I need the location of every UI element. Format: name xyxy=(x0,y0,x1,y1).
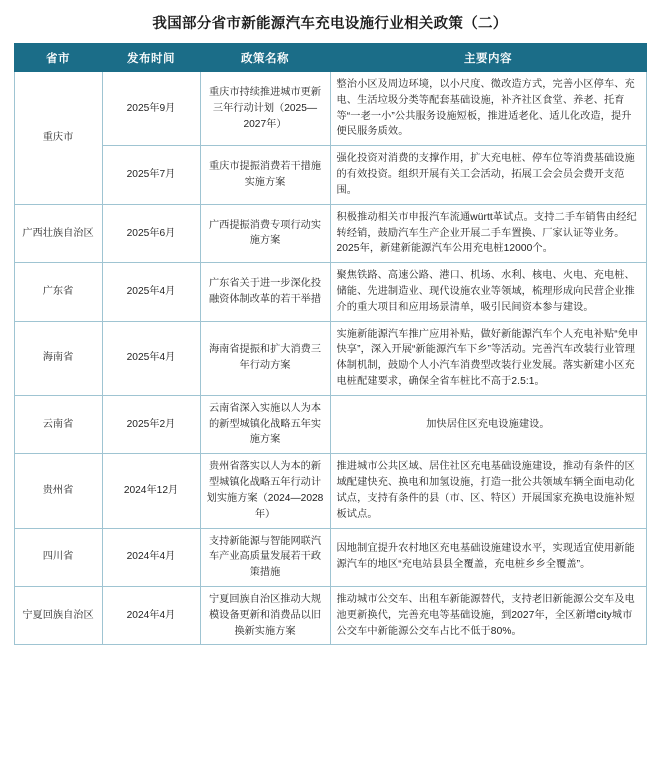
cell-province: 海南省 xyxy=(14,321,102,395)
column-header-main-content: 主要内容 xyxy=(330,44,646,72)
cell-policy-name: 重庆市提振消费若干措施实施方案 xyxy=(200,146,330,204)
table-row xyxy=(14,321,646,395)
table-header-row xyxy=(14,44,646,72)
cell-policy-name: 广东省关于进一步深化投融资体制改革的若干举措 xyxy=(200,263,330,321)
cell-date: 2024年4月 xyxy=(102,586,200,644)
cell-policy-name: 支持新能源与智能网联汽车产业高质量发展若干政策措施 xyxy=(200,528,330,586)
table-row xyxy=(14,204,646,262)
table-row xyxy=(14,586,646,644)
cell-date: 2025年4月 xyxy=(102,263,200,321)
cell-policy-name: 贵州省落实以人为本的新型城镇化战略五年行动计划实施方案（2024—2028年） xyxy=(200,454,330,528)
table-row xyxy=(14,395,646,453)
cell-policy-name: 重庆市持续推进城市更新三年行动计划（2025—2027年） xyxy=(200,72,330,146)
cell-content: 加快居住区充电设施建设。 xyxy=(330,395,646,453)
cell-date: 2025年7月 xyxy=(102,146,200,204)
cell-content: 推进城市公共区域、居住社区充电基础设施建设，推动有条件的区域配建快充、换电和加氢设施，打造一批公共领域车辆全面电动化试点，支持有条件的县（市、区、特区）开展国家充换电设施补短板试点。 xyxy=(330,454,646,528)
cell-content: 聚焦铁路、高速公路、港口、机场、水利、核电、火电、充电桩、储能、先进制造业、现代设施农业等领域，梳理形成向民营企业推介的重大项目和应用场景清单，吸引民间资本参与建设。 xyxy=(330,263,646,321)
cell-content: 推动城市公交车、出租车新能源替代，支持老旧新能源公交车及电池更新换代，完善充电等基础设施，到2027年，全区新增city城市公交车中新能源公交车占比不低于80%。 xyxy=(330,586,646,644)
page-title: 我国部分省市新能源汽车充电设施行业相关政策（二） xyxy=(152,16,508,32)
cell-date: 2025年4月 xyxy=(102,321,200,395)
cell-content: 积极推动相关市申报汽车流通württ革试点。支持二手车销售由经纪转经销，鼓励汽车生产企业开展二手车置换、厂家认证等业务。2025年，新建新能源汽车公用充电桩12000个。 xyxy=(330,204,646,262)
column-header-province: 省市 xyxy=(14,44,102,72)
cell-date: 2025年9月 xyxy=(102,72,200,146)
cell-date: 2025年6月 xyxy=(102,204,200,262)
cell-province: 重庆市 xyxy=(14,72,102,205)
cell-province: 贵州省 xyxy=(14,454,102,528)
cell-content: 因地制宜提升农村地区充电基础设施建设水平，实现适宜使用新能源汽车的地区“充电站县县全覆盖，充电桩乡乡全覆盖”。 xyxy=(330,528,646,586)
cell-province: 广西壮族自治区 xyxy=(14,204,102,262)
column-header-date: 发布时间 xyxy=(102,44,200,72)
cell-province: 宁夏回族自治区 xyxy=(14,586,102,644)
cell-content: 强化投资对消费的支撑作用，扩大充电桩、停车位等消费基础设施的有效投资。组织开展有关工会活动，拓展工会会员会费开支范围。 xyxy=(330,146,646,204)
table-row xyxy=(14,72,646,146)
table-row xyxy=(14,454,646,528)
cell-province: 四川省 xyxy=(14,528,102,586)
cell-policy-name: 广西提振消费专项行动实施方案 xyxy=(200,204,330,262)
policy-table xyxy=(14,43,647,645)
table-row xyxy=(14,263,646,321)
cell-date: 2024年12月 xyxy=(102,454,200,528)
cell-province: 云南省 xyxy=(14,395,102,453)
cell-content: 整治小区及周边环境，以小尺度、微改造方式，完善小区停车、充电、生活垃圾分类等配套基础设施，补齐社区食堂、养老、托育等“一老一小”公共服务设施短板，推进适老化、适儿化改造，提升便民服务质效。 xyxy=(330,72,646,146)
cell-policy-name: 云南省深入实施以人为本的新型城镇化战略五年实施方案 xyxy=(200,395,330,453)
cell-date: 2024年4月 xyxy=(102,528,200,586)
cell-policy-name: 宁夏回族自治区推动大规模设备更新和消费品以旧换新实施方案 xyxy=(200,586,330,644)
cell-content: 实施新能源汽车推广应用补贴，做好新能源汽车个人充电补贴“免申快享”，深入开展“新能源汽车下乡”等活动。完善汽车改装行业管理体制机制，鼓励个人小汽车消费型改装行业发展。落实新建小区充电桩配建要求，确保全省车桩比不高于2.5:1。 xyxy=(330,321,646,395)
cell-policy-name: 海南省提振和扩大消费三年行动方案 xyxy=(200,321,330,395)
cell-date: 2025年2月 xyxy=(102,395,200,453)
table-row xyxy=(14,528,646,586)
column-header-policy-name: 政策名称 xyxy=(200,44,330,72)
table-row xyxy=(14,146,646,204)
cell-province: 广东省 xyxy=(14,263,102,321)
